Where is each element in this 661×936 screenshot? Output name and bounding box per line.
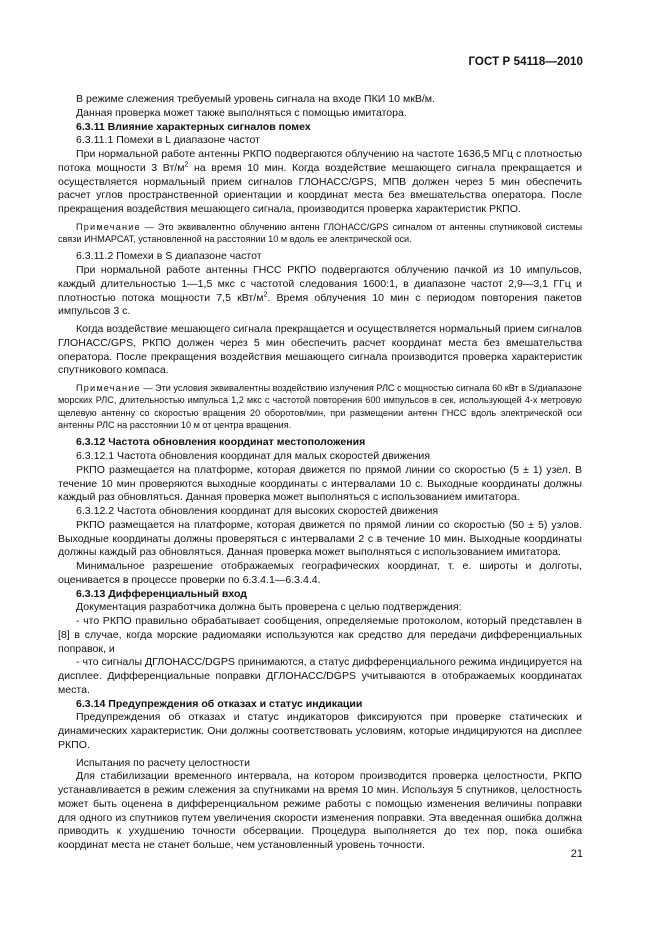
superscript: 2 [263,291,268,299]
note-text: — Эти условия эквивалентны воздействию излучения РЛС с мощностью сигнала 60 кВт в S/диапазоне морских РЛС, длительностью импульса 1,2 мкс с частотой повторения 600 импульсов в сек, использующей 4-х метровую щелевую антенну со скоростью вращения 20 оборотов/мин, при размещении антенн ГНСС вдоль электрической оси антенны РЛС на расстоянии 10 м от центра вращения. [58,383,582,430]
paragraph: Для стабилизации временного интервала, на котором производится проверка целостности, РКПО устанавливается в режим слежения за спутниками на время 10 мин. Используя 5 спутников, целостность может быть оценена в дифференциальном режиме работы с помощью изменения величины поправки для одного из спутников путем увеличения скорости изменения поправки. Эта введенная ошибка должна приводить к ухудшению точности обсервации. Процедура выполняется до тех пор, пока ошибка координат места не станет больше, чем установленный уровень точности. [58,770,582,852]
paragraph: Документация разработчика должна быть проверена с целью подтверждения: [76,601,462,614]
section-heading-6-3-14: 6.3.14 Предупреждения об отказах и статус индикации [76,697,363,710]
paragraph [58,148,582,217]
paragraph: РКПО размещается на платформе, которая движется по прямой линии со скоростью (5 ± 1) узел. В течение 10 мин проверяются выходные координаты с интервалами 10 с. Выходные координаты должны каждый раз обновляться. Данная проверка может выполняться с использованием имитатора. [58,463,582,504]
subsection-heading-6-3-12-1: 6.3.12.1 Частота обновления координат для малых скоростей движения [76,450,431,463]
note [58,382,582,431]
paragraph: В режиме слежения требуемый уровень сигнала на входе ПКИ 10 мкВ/м. [76,93,435,105]
subsection-heading-6-3-11-1: 6.3.11.1 Помехи в L диапазоне частот [76,134,261,147]
subsection-heading-6-3-12-2: 6.3.12.2 Частота обновления координат для высоких скоростей движения [76,505,439,518]
paragraph-text: . Время облучения 10 мин с периодом повторения пакетов импульсов 3 с. [58,291,582,318]
note-text: — Это эквивалентно облучению антенн ГЛОНАСС/GPS сигналом от антенны спутниковой системы связи ИНМАРСАТ, установленной на расстоянии 10 м вдоль ее электрической оси. [58,221,582,245]
paragraph: Когда воздействие мешающего сигнала прекращается и осуществляется нормальный прием сигналов ГЛОНАСС/GPS, РКПО должен через 5 мин обеспечить расчет координат места без вмешательства оператора. После прекращения воздействия мешающего сигнала производится проверка характеристик спутникового компаса. [58,323,582,377]
paragraph: РКПО размещается на платформе, которая движется по прямой линии со скоростью (50 ± 5) узлов. Выходные координаты должны проверяться с интервалами 2 с в течение 10 мин. Выходные координаты должны каждый раз обновляться. Данная проверка может выполняться с использованием имитатора. [58,518,582,559]
note-label: Примечание [76,221,141,232]
note-label: Примечание [76,383,141,394]
paragraph: Предупреждения об отказах и статус индикаторов фиксируются при проверке статических и динамических характеристик. Они должны соответствовать условиям, которые индицируются на дисплее РКПО. [58,711,582,751]
page-number: 21 [570,848,583,860]
paragraph-text: При нормальной работе антенны ГНСС РКПО подвергаются облучению пачкой из 10 импульсов, каждый длительностью 1—1,5 мкс с частотой следования 1600:1, в диапазоне частот 2,9—3,1 ГГц и плотностью потока мощности 7,5 кВт/м [58,264,582,304]
note [58,221,582,246]
paragraph-text: на время 10 мин. Когда воздействие мешающего сигнала прекращается и осуществляется нормальный прием сигналов ГЛОНАСС/GPS, МПВ должен через 5 мин обеспечить расчет углов пространственной ориентации и координат места без вмешательства оператора. После прекращения воздействия мешающего сигнала, производится проверка характеристик РКПО. [58,161,582,215]
section-heading-6-3-12: 6.3.12 Частота обновления координат местоположения [76,436,366,449]
document-body [58,93,582,853]
paragraph: Испытания по расчету целостности [76,756,251,769]
paragraph [58,264,582,319]
section-heading-6-3-11: 6.3.11 Влияние характерных сигналов помех [76,120,311,133]
list-item: - что РКПО правильно обрабатывает сообщения, определяемые протоколом, который представлен в [8] в случае, когда морские радиомаяки используются как средство для передачи дифференциальных поправок, и [58,615,582,655]
paragraph-text: При нормальной работе антенны РКПО подвергаются облучению на частоте 1636,5 МГц с плотностью потока мощности 3 Вт/м [58,148,582,174]
paragraph: Минимальное разрешение отображаемых географических координат, т. е. широты и долготы, оценивается в процессе проверки по 6.3.4.1—6.3.4.4. [58,560,582,586]
list-item: - что сигналы ДГЛОНАСС/DGPS принимаются, а статус дифференциального режима индицируется на дисплее. Дифференциальные поправки ДГЛОНАСС/DGPS учитываются в отображаемых координатах места. [58,656,582,696]
subsection-heading-6-3-11-2: 6.3.11.2 Помехи в S диапазоне частот [76,250,262,263]
document-id-header: ГОСТ Р 54118—2010 [468,56,583,68]
section-heading-6-3-13: 6.3.13 Дифференциальный вход [76,587,248,600]
superscript: 2 [184,161,189,169]
paragraph: Данная проверка может также выполняться с помощью имитатора. [76,106,407,119]
